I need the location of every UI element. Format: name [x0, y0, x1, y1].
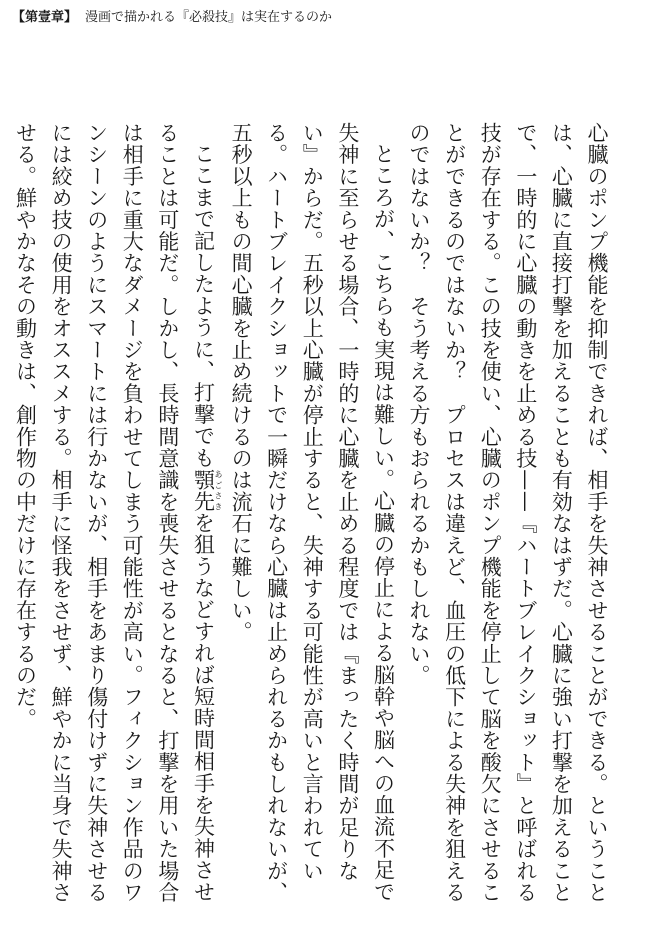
ruby-annotation [191, 468, 223, 512]
ruby-reading: あごさき [213, 468, 223, 512]
running-header [12, 10, 332, 26]
paragraph-3 [7, 122, 223, 914]
ruby-base: 顎先 [191, 468, 216, 512]
chapter-title: 漫画で描かれる『必殺技』は実在するのか [85, 10, 333, 25]
body-text [7, 122, 614, 914]
paragraph-1: 心臓のポンプ機能を抑制できれば、相手を失神させることができる。ということは、心臓に直接打撃を加えることも有効なはずだ。心臓に強い打撃を加えることで、一時的に心臓の動きを止める技——『ハートブレイクショット』と呼ばれる技が存在する。この技を使い、心臓のポンプ機能を停止して脳を酸欠にさせることができるのではないか？ プロセスは違えど、血圧の低下による失神を狙えるのではないか？ そう考える方もおられるかもしれない。 [407, 122, 609, 904]
paragraph-3-part-2: を狙うなどすれば短時間相手を失神させることは可能だ。しかし、長時間意識を喪失させるとなると、打撃を用いた場合は相手に重大なダメージを負わせてしまう可能性が高い。フィクション作品のワンシーンのようにスマートには行かないが、相手をあまり傷付けずに失神させるには絞め技の使用をオススメする。相手に怪我をさせず、鮮やかに当身で失神させる。鮮やかなその動きは、創作物の中だけに存在するのだ。 [13, 122, 216, 904]
paragraph-3-part-1: ここまで記したように、打撃でも [191, 143, 216, 469]
paragraph-2: ところが、こちらも実現は難しい。心臓の停止による脳幹や脳への血流不足で失神に至らせる場合、一時的に心臓を止める程度では『まったく時間が足りない』からだ。五秒以上心臓が停止すると、失神する可能性が高いと言われている。ハートブレイクショットで一瞬だけなら心臓は止められるかもしれないが、五秒以上もの間心臓を止め続けるのは流石に難しい。 [229, 122, 396, 904]
chapter-label: 【第壹章】 [12, 10, 78, 25]
